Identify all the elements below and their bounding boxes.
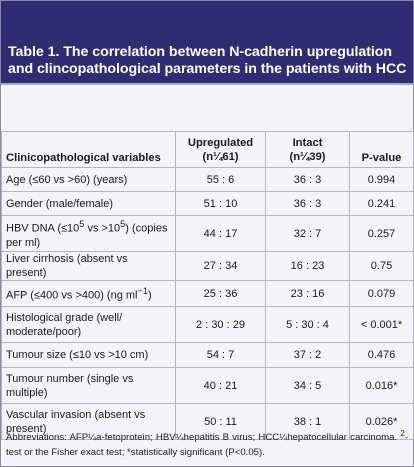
cell-pvalue: 0.257 (350, 216, 414, 252)
cell-intact: 34 : 5 (266, 368, 350, 404)
cell-pvalue: 0.016* (350, 368, 414, 404)
cell-variable: Vascular invasion (absent vs present) (2, 404, 176, 440)
table-row (2, 168, 414, 192)
table-footnote (6, 426, 408, 460)
cell-pvalue: 0.476 (350, 343, 414, 368)
cell-pvalue: 0.026* (350, 404, 414, 440)
footnote-post: -test or the Fisher exact test; *statistically significant (P<0.05). (6, 432, 408, 459)
cell-upregulated: 27 : 34 (176, 252, 266, 281)
cell-intact: 23 : 16 (266, 281, 350, 307)
cell-upregulated: 54 : 7 (176, 343, 266, 368)
cell-variable: Histological grade (well/ moderate/poor) (2, 307, 176, 343)
cell-variable (2, 281, 176, 307)
header-upregulated-n: (n¼61) (202, 150, 239, 163)
data-table-container (1, 131, 413, 440)
header-variable: Clinicopathological variables (2, 132, 176, 168)
cell-variable (2, 216, 176, 252)
cell-upregulated: 40 : 21 (176, 368, 266, 404)
cell-intact: 38 : 1 (266, 404, 350, 440)
table-row (2, 252, 414, 281)
cell-intact: 37 : 2 (266, 343, 350, 368)
header-upregulated (176, 132, 266, 168)
table-row (2, 307, 414, 343)
cell-upregulated: 2 : 30 : 29 (176, 307, 266, 343)
cell-variable-post: ) (147, 289, 152, 302)
cell-intact: 16 : 23 (266, 252, 350, 281)
title-bar (1, 1, 413, 85)
table-row (2, 192, 414, 216)
header-intact-n: (n¼39) (289, 150, 326, 163)
header-intact (266, 132, 350, 168)
table-title: Table 1. The correlation between N-cadherin upregulation and clincopathological parameters in the patients with HCC (8, 44, 407, 77)
cell-variable: Gender (male/female) (2, 192, 176, 216)
table-row (2, 343, 414, 368)
cell-variable-sup1: 5 (79, 219, 85, 230)
cell-pvalue: 0.079 (350, 281, 414, 307)
cell-pvalue: 0.994 (350, 168, 414, 192)
header-upregulated-label: Upregulated (187, 136, 254, 149)
cell-upregulated: 44 : 17 (176, 216, 266, 252)
cell-pvalue: 0.241 (350, 192, 414, 216)
header-pvalue: P-value (350, 132, 414, 168)
cell-variable-pre: AFP (≤400 vs >400) (ng ml (6, 289, 138, 302)
cell-variable: Tumour size (≤10 vs >10 cm) (2, 343, 176, 368)
cell-variable-pre: HBV DNA (≤10 (6, 222, 80, 235)
cell-variable-sup2: 5 (120, 219, 126, 230)
data-table (1, 131, 414, 440)
cell-variable: Liver cirrhosis (absent vs present) (2, 252, 176, 281)
cell-intact: 36 : 3 (266, 168, 350, 192)
cell-intact: 36 : 3 (266, 192, 350, 216)
footnote-pre: Abbreviations: AFP¼a-fetoprotein; HBV¼hepatitis B virus; HCC¼hepatocellular carcinoma. (6, 432, 401, 444)
cell-variable-sup: −1 (137, 286, 148, 297)
cell-variable: Age (≤60 vs >60) (years) (2, 168, 176, 192)
cell-upregulated: 51 : 10 (176, 192, 266, 216)
footnote-sup: 2 (400, 429, 405, 438)
table-header-row (2, 132, 414, 168)
cell-pvalue: 0.75 (350, 252, 414, 281)
cell-pvalue: < 0.001* (350, 307, 414, 343)
cell-variable: Tumour number (single vs multiple) (2, 368, 176, 404)
cell-upregulated: 25 : 36 (176, 281, 266, 307)
cell-intact: 5 : 30 : 4 (266, 307, 350, 343)
header-intact-label: Intact (292, 136, 323, 149)
table-row (2, 368, 414, 404)
cell-intact: 32 : 7 (266, 216, 350, 252)
cell-upregulated: 55 : 6 (176, 168, 266, 192)
cell-upregulated: 50 : 11 (176, 404, 266, 440)
table-row (2, 216, 414, 252)
cell-variable-post: ) (copies per ml) (6, 222, 168, 249)
cell-variable-mid: vs >10 (84, 222, 121, 235)
table-row (2, 281, 414, 307)
